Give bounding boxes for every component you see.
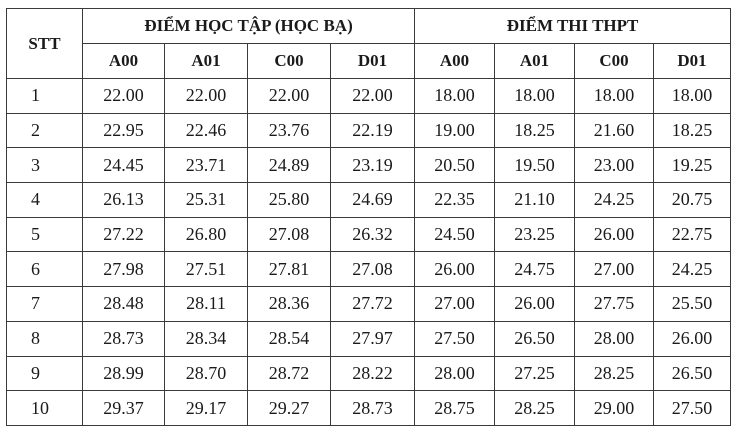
score-cell: 23.19 [331,148,415,183]
score-cell: 26.32 [331,217,415,252]
score-cell: 25.80 [248,183,331,218]
table-row [7,148,731,183]
score-cell: 18.25 [654,113,731,148]
score-cell: 27.72 [331,287,415,322]
score-cell: 21.10 [495,183,575,218]
stt-cell: 4 [7,183,83,218]
score-cell: 22.00 [165,79,248,114]
score-cell: 27.51 [165,252,248,287]
score-cell: 26.50 [654,356,731,391]
score-cell: 27.00 [415,287,495,322]
subject-header: A00 [415,44,495,79]
score-cell: 29.17 [165,391,248,426]
score-cell: 28.48 [83,287,165,322]
score-cell: 20.50 [415,148,495,183]
score-cell: 18.00 [415,79,495,114]
score-cell: 26.00 [575,217,654,252]
table-row [7,113,731,148]
stt-cell: 10 [7,391,83,426]
score-cell: 22.95 [83,113,165,148]
table-row [7,287,731,322]
score-cell: 23.76 [248,113,331,148]
subject-header: D01 [331,44,415,79]
score-cell: 27.75 [575,287,654,322]
score-cell: 26.00 [495,287,575,322]
score-cell: 23.71 [165,148,248,183]
score-cell: 21.60 [575,113,654,148]
score-cell: 28.73 [331,391,415,426]
table-row [7,391,731,426]
score-cell: 24.89 [248,148,331,183]
table-header [7,9,731,79]
stt-cell: 2 [7,113,83,148]
table-row [7,217,731,252]
score-cell: 28.00 [575,321,654,356]
score-cell: 22.19 [331,113,415,148]
subject-header: C00 [575,44,654,79]
score-cell: 23.25 [495,217,575,252]
subject-header: A01 [495,44,575,79]
score-cell: 24.25 [654,252,731,287]
score-cell: 19.25 [654,148,731,183]
score-cell: 23.00 [575,148,654,183]
stt-cell: 1 [7,79,83,114]
score-cell: 28.25 [575,356,654,391]
score-cell: 28.75 [415,391,495,426]
stt-cell: 6 [7,252,83,287]
table-row [7,321,731,356]
stt-cell: 5 [7,217,83,252]
score-cell: 28.34 [165,321,248,356]
score-cell: 19.50 [495,148,575,183]
score-cell: 22.75 [654,217,731,252]
score-cell: 22.00 [83,79,165,114]
score-cell: 29.27 [248,391,331,426]
score-cell: 27.81 [248,252,331,287]
score-cell: 24.25 [575,183,654,218]
score-cell: 27.25 [495,356,575,391]
score-cell: 25.31 [165,183,248,218]
table-row [7,252,731,287]
subject-header: D01 [654,44,731,79]
score-cell: 28.36 [248,287,331,322]
score-cell: 26.13 [83,183,165,218]
score-cell: 26.50 [495,321,575,356]
score-cell: 24.50 [415,217,495,252]
table-row [7,183,731,218]
stt-cell: 8 [7,321,83,356]
subject-header: A00 [83,44,165,79]
score-cell: 26.00 [654,321,731,356]
group-header-thi-thpt: ĐIỂM THI THPT [415,9,731,44]
score-cell: 28.72 [248,356,331,391]
score-cell: 27.08 [248,217,331,252]
score-cell: 28.70 [165,356,248,391]
score-cell: 27.97 [331,321,415,356]
stt-cell: 7 [7,287,83,322]
score-cell: 24.69 [331,183,415,218]
table-body [7,79,731,426]
score-cell: 27.50 [415,321,495,356]
stt-header: STT [7,9,83,79]
score-cell: 22.00 [248,79,331,114]
score-cell: 26.80 [165,217,248,252]
score-cell: 24.75 [495,252,575,287]
score-cell: 28.25 [495,391,575,426]
group-header-hoc-ba: ĐIỂM HỌC TẬP (HỌC BẠ) [83,9,415,44]
score-cell: 27.98 [83,252,165,287]
score-cell: 27.08 [331,252,415,287]
score-cell: 27.00 [575,252,654,287]
table-row [7,356,731,391]
header-row-subjects [7,44,731,79]
score-cell: 25.50 [654,287,731,322]
score-cell: 27.50 [654,391,731,426]
score-cell: 18.00 [495,79,575,114]
stt-cell: 3 [7,148,83,183]
score-cell: 29.37 [83,391,165,426]
score-cell: 28.54 [248,321,331,356]
score-cell: 22.46 [165,113,248,148]
header-row-groups [7,9,731,44]
score-cell: 20.75 [654,183,731,218]
score-table [6,8,731,426]
score-cell: 18.00 [575,79,654,114]
subject-header: C00 [248,44,331,79]
score-cell: 28.00 [415,356,495,391]
score-cell: 28.73 [83,321,165,356]
score-cell: 22.35 [415,183,495,218]
score-cell: 28.11 [165,287,248,322]
score-cell: 19.00 [415,113,495,148]
score-cell: 22.00 [331,79,415,114]
score-cell: 18.25 [495,113,575,148]
score-cell: 18.00 [654,79,731,114]
score-cell: 24.45 [83,148,165,183]
score-cell: 28.22 [331,356,415,391]
subject-header: A01 [165,44,248,79]
score-cell: 27.22 [83,217,165,252]
score-cell: 28.99 [83,356,165,391]
score-cell: 26.00 [415,252,495,287]
table-row [7,79,731,114]
stt-cell: 9 [7,356,83,391]
score-cell: 29.00 [575,391,654,426]
